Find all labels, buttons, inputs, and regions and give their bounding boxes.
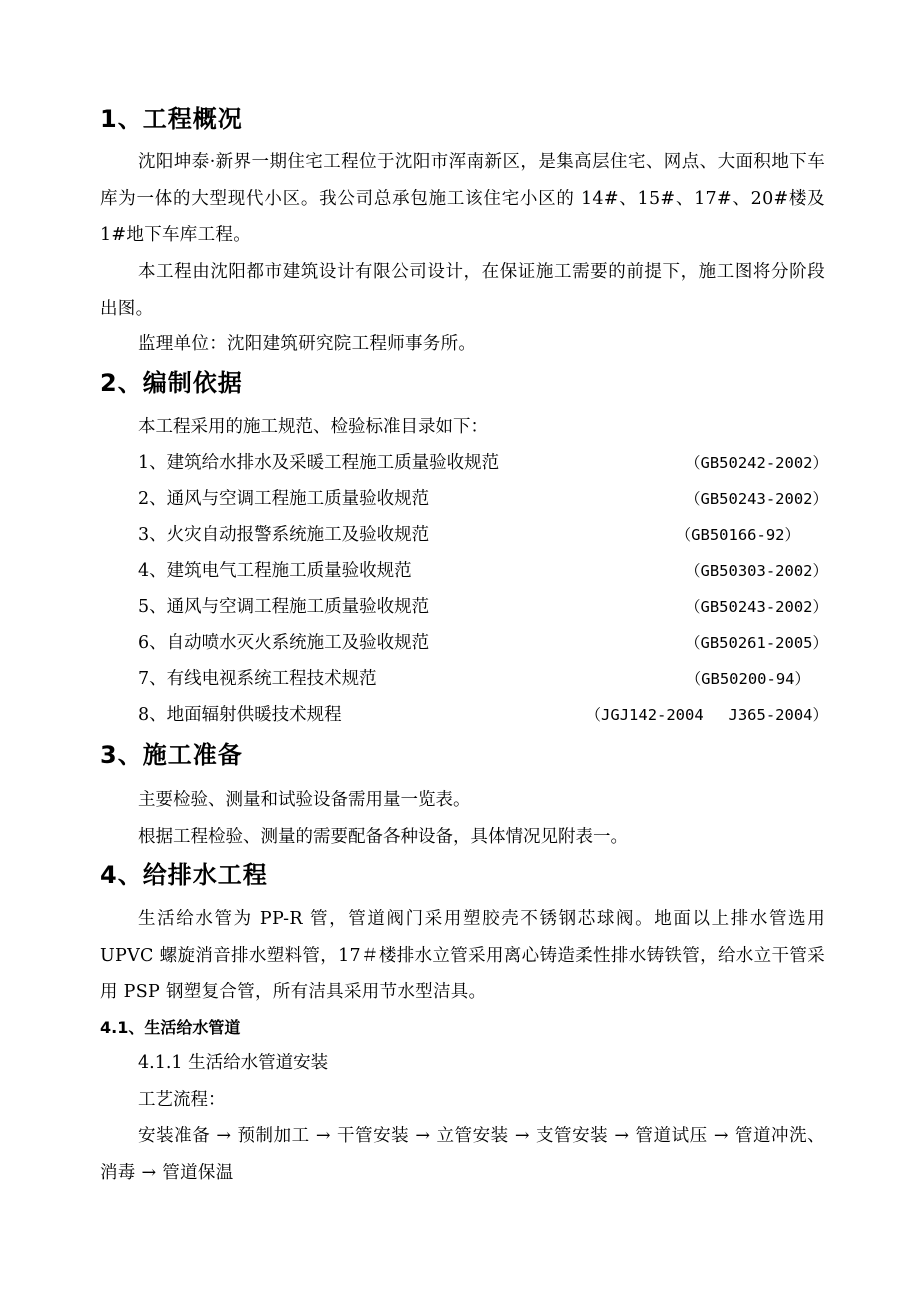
section-1-paragraph-1: 沈阳坤泰·新界一期住宅工程位于沈阳市浑南新区，是集高层住宅、网点、大面积地下车库为一体的大型现代小区。我公司总承包施工该住宅小区的 14#、15#、17#、20#楼及 1#地下车库工程。 — [100, 152, 825, 245]
standard-row — [138, 487, 828, 511]
standard-name: 8、地面辐射供暖技术规程 — [138, 705, 342, 725]
standard-row — [138, 559, 828, 583]
section-1-heading: 1、工程概况 — [100, 105, 243, 133]
standard-name: 6、自动喷水灭火系统施工及验收规范 — [138, 633, 430, 653]
standard-name: 4、建筑电气工程施工质量验收规范 — [138, 561, 412, 581]
section-2-heading: 2、编制依据 — [100, 369, 243, 397]
standard-name: 7、有线电视系统工程技术规范 — [138, 669, 377, 689]
standard-row — [138, 703, 828, 727]
standard-name: 2、通风与空调工程施工质量验收规范 — [138, 489, 430, 509]
standard-name: 1、建筑给水排水及采暖工程施工质量验收规范 — [138, 453, 500, 473]
subsection-4-1-heading: 4.1、生活给水管道 — [100, 1018, 241, 1037]
standard-row — [138, 595, 828, 619]
standard-code: （GB50243-2002） — [685, 490, 828, 508]
standard-row — [138, 451, 828, 475]
standard-code: （GB50303-2002） — [685, 562, 828, 580]
process-flow: 安装准备 → 预制加工 → 干管安装 → 立管安装 → 支管安装 → 管道试压 → 管道冲洗、消毒 → 管道保温 — [100, 1126, 825, 1183]
section-1-paragraph-3: 监理单位：沈阳建筑研究院工程师事务所。 — [138, 334, 477, 354]
standard-code: （GB50242-2002） — [685, 454, 828, 472]
standard-row — [138, 523, 828, 547]
standard-row — [138, 631, 828, 655]
standard-code: （GB50166-92） — [675, 526, 800, 544]
standards-intro: 本工程采用的施工规范、检验标准目录如下： — [138, 417, 488, 437]
standard-code: （JGJ142-2004 J365-2004） — [585, 706, 828, 724]
standard-name: 5、通风与空调工程施工质量验收规范 — [138, 597, 430, 617]
standard-name: 3、火灾自动报警系统施工及验收规范 — [138, 525, 430, 545]
section-3-line-2: 根据工程检验、测量的需要配备各种设备，具体情况见附表一。 — [138, 827, 628, 847]
subsection-4-1-1-title: 4.1.1 生活给水管道安装 — [138, 1053, 329, 1073]
section-4-heading: 4、给排水工程 — [100, 861, 268, 889]
standard-row — [138, 667, 828, 691]
section-1-paragraph-2: 本工程由沈阳都市建筑设计有限公司设计，在保证施工需要的前提下，施工图将分阶段出图。 — [100, 262, 825, 319]
process-label: 工艺流程： — [138, 1090, 226, 1110]
standard-code: （GB50200-94） — [685, 670, 810, 688]
standard-code: （GB50261-2005） — [685, 634, 828, 652]
section-3-heading: 3、施工准备 — [100, 741, 243, 769]
standard-code: （GB50243-2002） — [685, 598, 828, 616]
section-4-paragraph: 生活给水管为 PP-R 管，管道阀门采用塑胶壳不锈钢芯球阀。地面以上排水管选用 UPVC 螺旋消音排水塑料管，17＃楼排水立管采用离心铸造柔性排水铸铁管，给水立干管采用 PSP 钢塑复合管，所有洁具采用节水型洁具。 — [100, 909, 825, 1002]
section-3-line-1: 主要检验、测量和试验设备需用量一览表。 — [138, 790, 471, 810]
